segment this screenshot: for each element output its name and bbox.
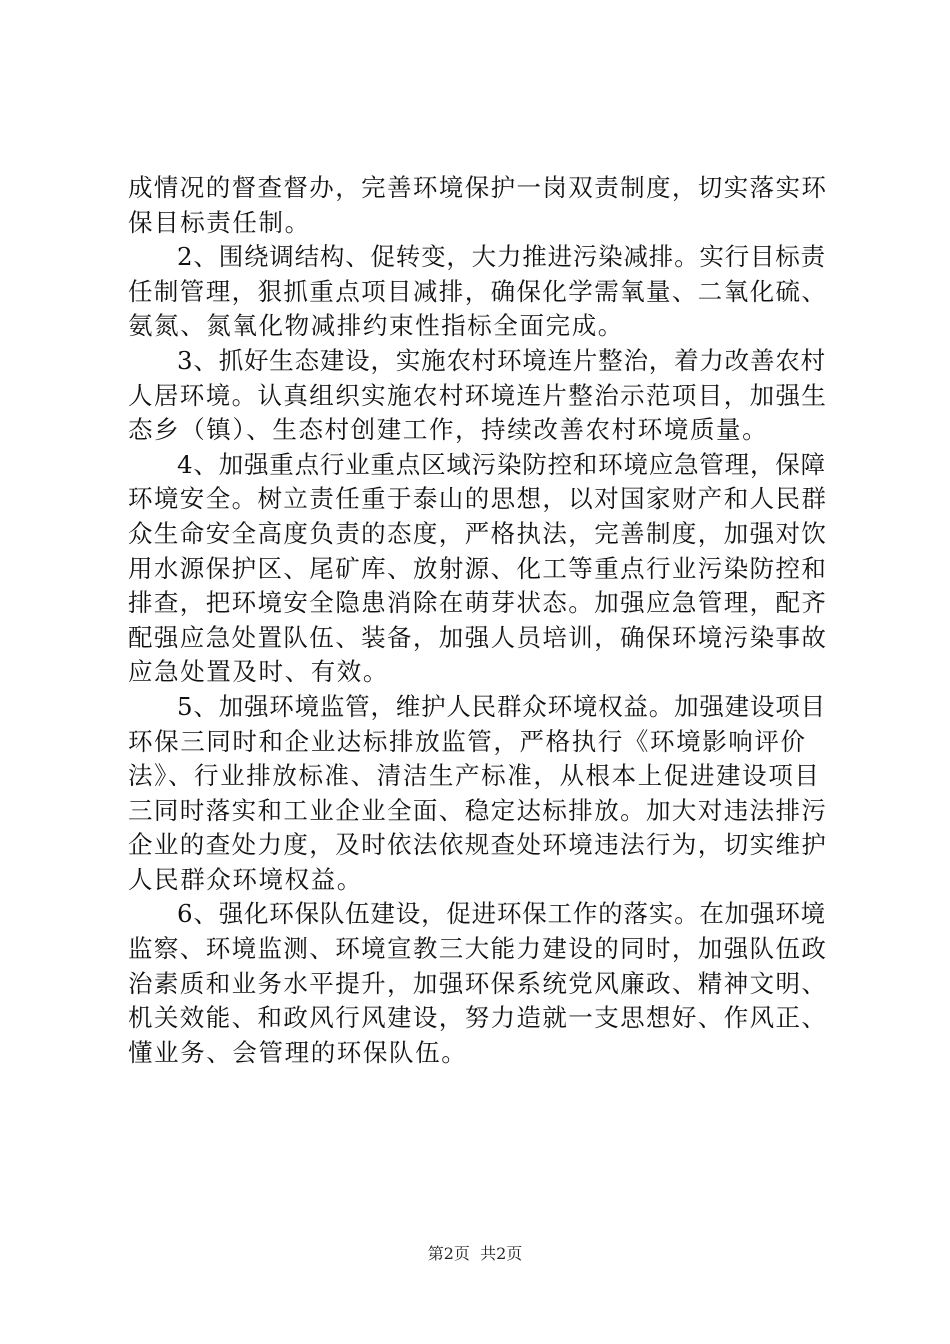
text-line: 懂业务、会管理的环保队伍。: [128, 1037, 468, 1067]
text-line: 3、抓好生态建设，实施农村环境连片整治，着力改善农村: [177, 345, 826, 375]
text-line: 任制管理，狠抓重点项目减排，确保化学需氧量、二氧化硫、: [128, 276, 828, 306]
text-line: 法》、行业排放标准、清洁生产标准，从根本上促进建设项目: [128, 761, 821, 791]
text-line: 态乡（镇）、生态村创建工作，持续改善农村环境质量。: [128, 415, 769, 445]
text-line: 5、加强环境监管，维护人民群众环境权益。加强建设项目: [177, 691, 826, 721]
text-line: 人民群众环境权益。: [128, 864, 363, 894]
text-line: 众生命安全高度负责的态度，严格执法，完善制度，加强对饮: [128, 518, 828, 548]
page-footer: [0, 1243, 950, 1265]
text-line: 配强应急处置队伍、装备，加强人员培训，确保环境污染事故: [128, 622, 828, 652]
text-line: 环境安全。树立责任重于泰山的思想，以对国家财产和人民群: [128, 484, 828, 514]
page-number: 第2页: [427, 1244, 470, 1263]
text-line: 应急处置及时、有效。: [128, 657, 389, 687]
text-line: 监察、环境监测、环境宣教三大能力建设的同时，加强队伍政: [128, 934, 828, 964]
text-line: 机关效能、和政风行风建设，努力造就一支思想好、作风正、: [128, 1003, 828, 1033]
text-line: 氨氮、氮氧化物减排约束性指标全面完成。: [128, 311, 624, 341]
text-line: 保目标责任制。: [128, 207, 311, 237]
text-line: 用水源保护区、尾矿库、放射源、化工等重点行业污染防控和: [128, 553, 828, 583]
document-body: [128, 171, 828, 1070]
text-line: 成情况的督查督办，完善环境保护一岗双责制度，切实落实环: [128, 173, 828, 202]
text-line: 人居环境。认真组织实施农村环境连片整治示范项目，加强生: [128, 380, 828, 410]
text-line: 企业的查处力度，及时依法依规查处环境违法行为，切实维护: [128, 830, 828, 860]
text-line: 排查，把环境安全隐患消除在萌芽状态。加强应急管理，配齐: [128, 588, 828, 618]
text-line: 治素质和业务水平提升，加强环保系统党风廉政、精神文明、: [128, 968, 828, 998]
text-line: 2、围绕调结构、促转变，大力推进污染减排。实行目标责: [177, 242, 826, 272]
text-line: 6、强化环保队伍建设，促进环保工作的落实。在加强环境: [177, 899, 826, 929]
text-line: 4、加强重点行业重点区域污染防控和环境应急管理，保障: [177, 449, 826, 479]
page-total: 共2页: [480, 1244, 523, 1263]
text-line: 三同时落实和工业企业全面、稳定达标排放。加大对违法排污: [128, 795, 828, 825]
text-line: 环保三同时和企业达标排放监管，严格执行《环境影响评价: [128, 726, 807, 756]
